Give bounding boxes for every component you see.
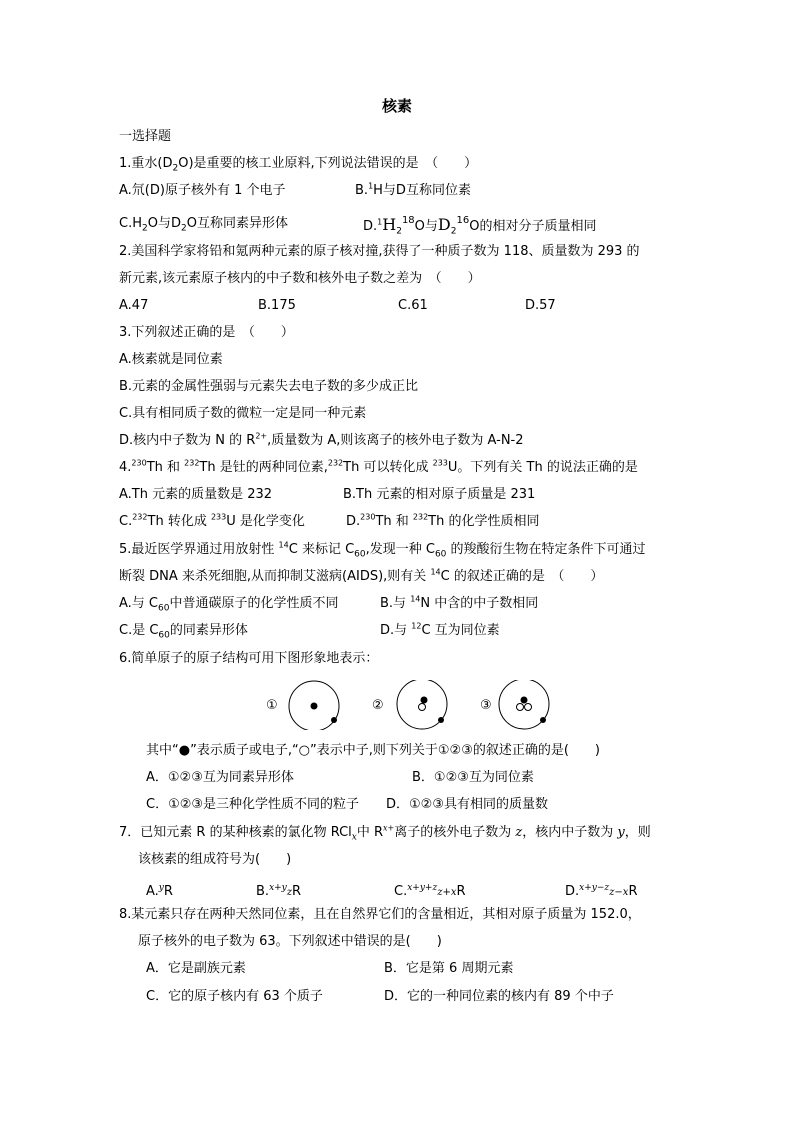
q3-option-c: C.具有相同质子数的微粒一定是同一种元素 xyxy=(119,406,367,421)
q8-stem-line2: 原子核外的电子数为 63。下列叙述中错误的是( ) xyxy=(138,934,442,949)
q7-stem-line1: 7．已知元素 R 的某种核素的氯化物 RCl$_x$中 $R^{x+}$离子的核外电子数为 z，核内中子数为 y，则 xyxy=(119,823,651,843)
atom-label-3: ③ xyxy=(480,698,492,713)
q7-option-a: A.$^y$R xyxy=(146,883,173,899)
q6-option-b: B．①②③互为同位素 xyxy=(412,770,534,785)
q7-stem-line2: 该核素的组成符号为( ) xyxy=(138,852,292,867)
q4-option-c: C.$^{232}$Th 转化成 $^{233}$U 是化学变化 xyxy=(119,512,305,529)
q5-option-d: D.与 $^{12}$C 互为同位素 xyxy=(380,621,500,638)
atom-diagram xyxy=(280,680,560,730)
atom-3-figure xyxy=(499,680,549,729)
q1-option-d: $D.^1H_2^{18}O$与$D_2^{16}O$的相对分子质量相同 xyxy=(363,215,597,237)
q4-option-a: A.Th 元素的质量数是 232 xyxy=(119,487,273,502)
atom-1-figure xyxy=(289,681,339,730)
q6-option-d: D．①②③具有相同的质量数 xyxy=(386,797,548,812)
q4-stem: 4.$^{230}$Th 和 $^{232}$Th 是钍的两种同位素,$^{232}$Th 可以转化成 $^{233}$U。下列有关 Th 的说法正确的是 xyxy=(119,458,638,475)
q2-option-c: C.61 xyxy=(398,298,428,313)
section-heading: 一选择题 xyxy=(119,129,172,144)
q3-option-d: D.核内中子数为 N 的 $R^{2+}$,质量数为 A,则该离子的核外电子数为 A-N-2 xyxy=(119,431,524,448)
q5-option-b: B.与 $^{14}$N 中含的中子数相同 xyxy=(380,594,539,611)
q1-option-b: B.$^1$H与D互称同位素 xyxy=(355,181,471,198)
q6-stem-line2: 其中“●”表示质子或电子,“○”表示中子,则下列关于①②③的叙述正确的是( ) xyxy=(146,743,600,758)
q5-stem-line1: 5.最近医学界通过用放射性 $^{14}$C 来标记 $C_{60}$,发现一种 $C_{60}$ 的羧酸衍生物在特定条件下可通过 xyxy=(119,540,646,560)
atom-label-1: ① xyxy=(266,698,278,713)
q2-option-a: A.47 xyxy=(119,298,149,313)
q2-option-b: B.175 xyxy=(258,298,296,313)
q3-option-b: B.元素的金属性强弱与元素失去电子数的多少成正比 xyxy=(119,379,419,394)
page-title: 核素 xyxy=(381,97,412,115)
q1-option-a: A.氘(D)原子核外有 1 个电子 xyxy=(119,183,286,198)
q5-stem-line2: 断裂 DNA 来杀死细胞,从而抑制艾滋病(AIDS),则有关 $^{14}$C 的叙述正确的是 （ ） xyxy=(119,567,604,584)
q4-option-b: B.Th 元素的相对原子质量是 231 xyxy=(343,487,536,502)
q1-stem: 1.重水$(D_2O)$是重要的核工业原料,下列说法错误的是 （ ） xyxy=(119,156,478,174)
q2-stem-line2: 新元素,该元素原子核内的中子数和核外电子数之差为 （ ） xyxy=(119,271,481,286)
q7-option-c: C.$^{x+y+z}$z+xR xyxy=(394,883,466,899)
q1-option-c: $C.H_2O$与$D_2O$互称同素异形体 xyxy=(119,216,288,234)
q8-stem-line1: 8.某元素只存在两种天然同位素，且在自然界它们的含量相近，其相对原子质量为 152.0， xyxy=(119,907,641,922)
q2-stem-line1: 2.美国科学家将铅和氪两种元素的原子核对撞,获得了一种质子数为 118、质量数为 293 的 xyxy=(119,244,640,259)
q4-option-d: D.$^{230}$Th 和 $^{232}$Th 的化学性质相同 xyxy=(346,512,540,529)
q7-option-b: B.$^{x+y}$zR xyxy=(256,883,302,899)
q5-option-a: A.与 $C_{60}$中普通碳原子的化学性质不同 xyxy=(119,596,339,614)
q3-stem: 3.下列叙述正确的是 （ ） xyxy=(119,325,294,340)
q8-option-c: C．它的原子核内有 63 个质子 xyxy=(146,989,323,1004)
q3-option-a: A.核素就是同位素 xyxy=(119,352,223,367)
q6-stem: 6.简单原子的原子结构可用下图形象地表示： xyxy=(119,651,379,666)
q6-option-c: C．①②③是三种化学性质不同的粒子 xyxy=(146,797,360,812)
q2-option-d: D.57 xyxy=(525,298,556,313)
q8-option-a: A．它是副族元素 xyxy=(146,961,246,976)
atom-label-2: ② xyxy=(372,698,384,713)
q8-option-b: B．它是第 6 周期元素 xyxy=(384,961,514,976)
q8-option-d: D．它的一种同位素的核内有 89 个中子 xyxy=(384,989,614,1004)
q7-option-d: D.$^{x+y-z}$z−xR xyxy=(565,883,638,899)
atom-2-figure xyxy=(397,680,447,729)
q5-option-c: C.是 $C_{60}$的同素异形体 xyxy=(119,623,248,641)
q6-option-a: A．①②③互为同素异形体 xyxy=(146,770,294,785)
